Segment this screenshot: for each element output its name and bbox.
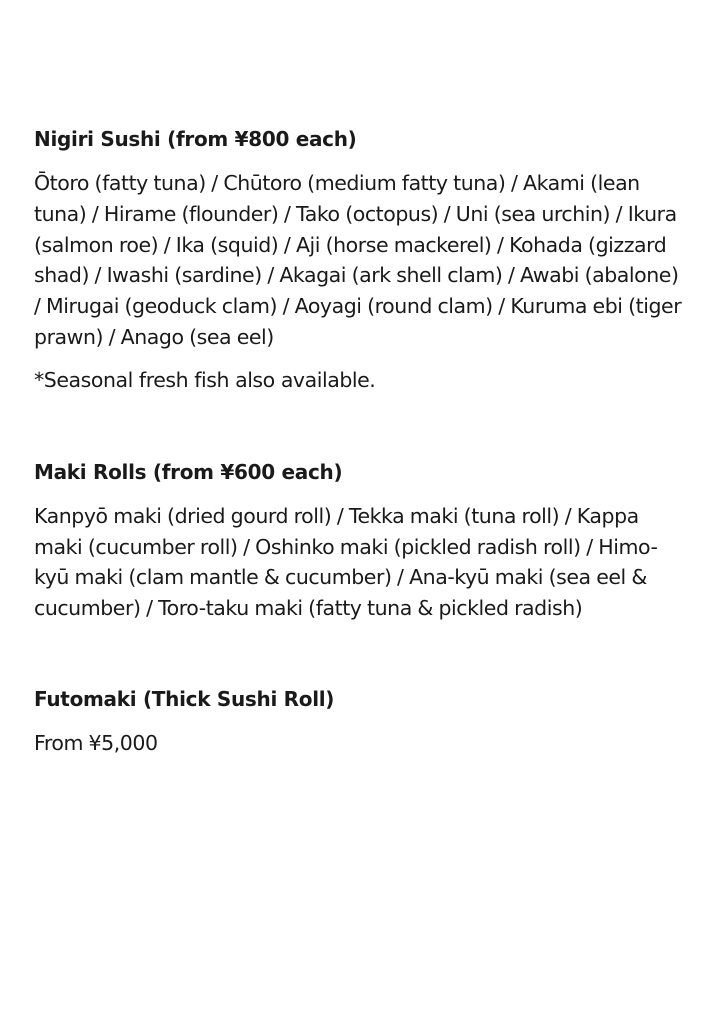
nigiri-section — [34, 124, 684, 395]
maki-item-list: Kanpyō maki (dried gourd roll) / Tekka maki (tuna roll) / Kappa maki (cucumber roll) / Oshinko maki (pickled radish roll) / Himo-kyū maki (clam mantle & cucumber) / Ana-kyū maki (sea eel & cucumber) / Toro-taku maki (fatty tuna & pickled radish) — [34, 503, 658, 621]
futomaki-section — [34, 684, 684, 759]
maki-section — [34, 457, 684, 624]
maki-heading: Maki Rolls (from ¥600 each) — [34, 459, 343, 484]
nigiri-heading: Nigiri Sushi (from ¥800 each) — [34, 127, 357, 151]
futomaki-heading: Futomaki (Thick Sushi Roll) — [34, 686, 335, 711]
nigiri-seasonal-note: *Seasonal fresh fish also available. — [34, 367, 376, 392]
nigiri-item-list: Ōtoro (fatty tuna) / Chūtoro (medium fatty tuna) / Akami (lean tuna) / Hirame (flounder) / Tako (octopus) / Uni (sea urchin) / Ikura (salmon roe) / Ika (squid) / Aji (horse mackerel) / Kohada (gizzard shad) / Iwashi (sardine) / Akagai (ark shell clam) / Awabi (abalone) / Mirugai (geoduck clam) / Aoyagi (round clam) / Kuruma ebi (tiger prawn) / Anago (sea eel) — [34, 171, 682, 349]
futomaki-price: From ¥5,000 — [34, 730, 158, 755]
